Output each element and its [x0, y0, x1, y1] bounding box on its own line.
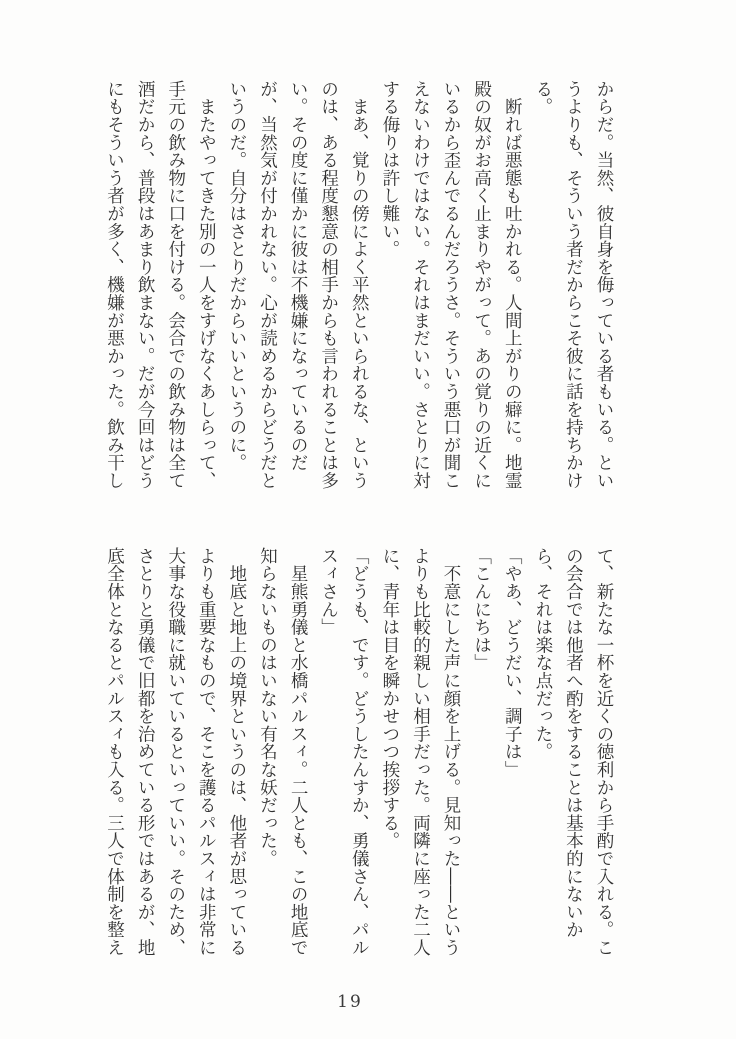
paragraph: て、新たな一杯を近くの徳利から手酌で入れる。この会合では他者へ酌をすることは基本的にないから、それは楽な点だった。 — [532, 547, 614, 957]
paragraph: 星熊勇儀と水橋パルスィ。二人とも、この地底で知らないものはいない有名な妖だった。 — [257, 547, 309, 957]
text-block-bottom — [99, 547, 619, 959]
paragraph: まあ、覚りの傍によく平然といられるな、というのは、ある程度懇意の相手からも言われることは多い。その度に僅かに彼は不機嫌になっているのだが、当然気が付かれない。心が読めるからどうだというのだ。自分はさとりだからいいというのに。 — [226, 80, 370, 490]
paragraph: からだ。当然、彼自身を侮っている者もいる。というよりも、そういう者だからこそ彼に話を持ちかける。 — [532, 80, 614, 490]
dialogue-line: 「やあ、どうだい、調子は」 — [502, 547, 523, 779]
text-block-top — [99, 80, 619, 492]
paragraph: またやってきた別の一人をすげなくあしらって、手元の飲み物に口を付ける。会合での飲み物は全て酒だから、普段はあまり飲まない。だが今回はどうにもそういう者が多く、機嫌が悪かった。飲み干し — [104, 80, 217, 490]
dialogue-line: 「こんにちは」 — [471, 547, 492, 672]
paragraph: 不意にした声に顔を上げる。見知った――というよりも比較的親しい相手だった。両隣に座った二人に、青年は目を瞬かせつつ挨拶する。 — [379, 547, 462, 957]
dialogue-line: 「どうも、です。どうしたんすか、勇儀さん、パルスィさん」 — [318, 547, 370, 957]
paragraph: 断れば悪態も吐かれる。人間上がりの癖に。地霊殿の奴がお高く止まりやがって。あの覚りの近くにいるから歪んでるんだろうさ。そういう悪口が聞こえないわけではない。それはまだいい。さとりに対する侮りは許し難い。 — [379, 80, 523, 490]
paragraph: 地底と地上の境界というのは、他者が思っているよりも重要なもので、そこを護るパルスィは非常に大事な役職に就いているといっていい。そのため、さとりと勇儀で旧都を治めている形ではあるが、地底全体となるとパルスィも入る。三人で体制を整え — [104, 547, 247, 957]
page-number: 19 — [337, 992, 363, 1012]
